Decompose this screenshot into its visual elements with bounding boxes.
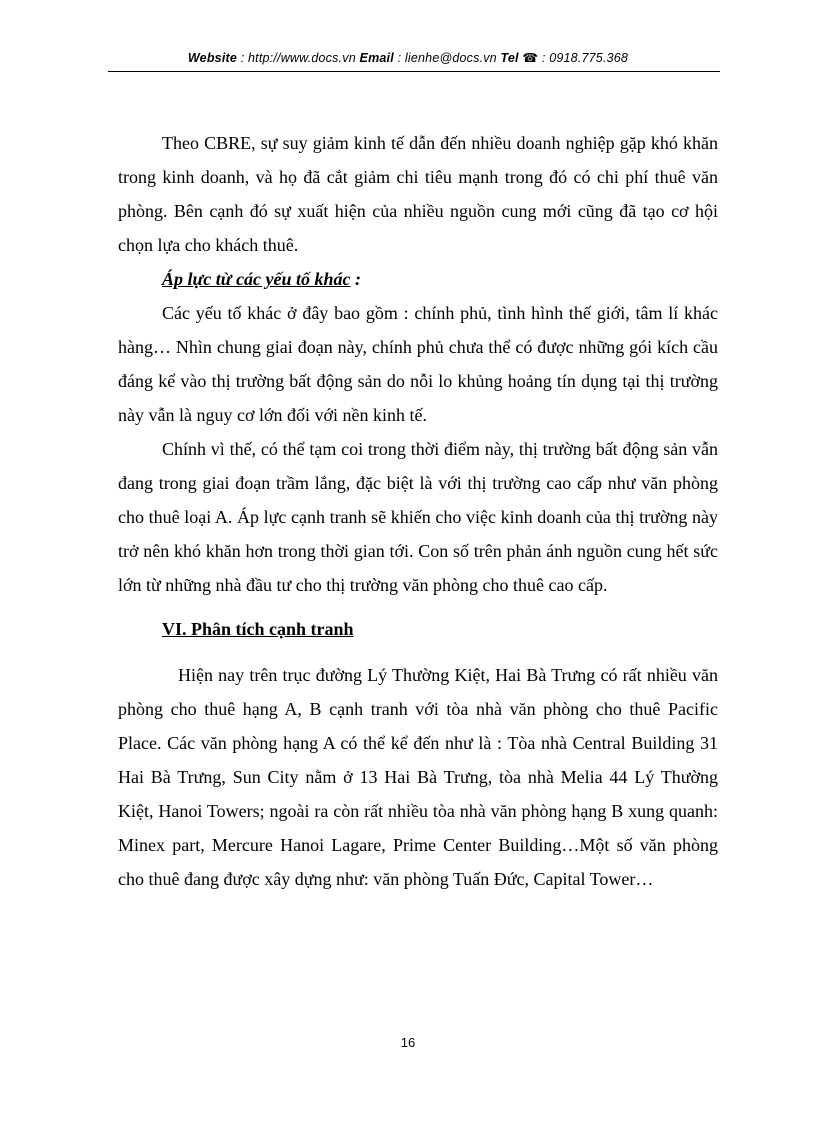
website-label: Website bbox=[187, 51, 238, 65]
header-divider bbox=[108, 71, 720, 72]
phone-icon: ☎ bbox=[522, 51, 539, 65]
page-number: 16 bbox=[400, 1035, 416, 1050]
paragraph-cbre: Theo CBRE, sự suy giảm kinh tế dẫn đến nhiều doanh nghiệp gặp khó khăn trong kinh doanh, và họ đã cắt giảm chi tiêu mạnh trong đó có chi phí thuê văn phòng. Bên cạnh đó sự xuất hiện của nhiều nguồn cung mới cũng đã tạo cơ hội chọn lựa cho khách thuê. bbox=[118, 133, 718, 255]
email-label: Email bbox=[359, 51, 394, 65]
tel-value: : 0918.775.368 bbox=[538, 51, 629, 65]
email-value: : lienhe@docs.vn bbox=[393, 51, 501, 65]
paragraph-market-outlook: Chính vì thế, có thể tạm coi trong thời điểm này, thị trường bất động sản vẫn đang trong giai đoạn trầm lắng, đặc biệt là với thị trường cao cấp như văn phòng cho thuê loại A. Áp lực cạnh tranh sẽ khiến cho việc kinh doanh của thị trường này trở nên khó khăn hơn trong thời gian tới. Con số trên phản ánh nguồn cung hết sức lớn từ những nhà đầu tư cho thị trường văn phòng cho thuê cao cấp. bbox=[118, 439, 718, 595]
document-body bbox=[118, 126, 718, 896]
website-value: : http://www.docs.vn bbox=[237, 51, 360, 65]
subheading-text: Áp lực từ các yếu tố khác bbox=[162, 269, 351, 289]
paragraph-other-factors: Các yếu tố khác ở đây bao gồm : chính phủ, tình hình thế giới, tâm lí khác hàng… Nhìn chung giai đoạn này, chính phủ chưa thể có được những gói kích cầu đáng kể vào thị trường bất động sản do nỗi lo khủng hoảng tín dụng tại thị trường này vẫn là nguy cơ lớn đối với nền kinh tế. bbox=[118, 303, 718, 425]
page-header bbox=[0, 50, 816, 65]
tel-label: Tel bbox=[500, 51, 519, 65]
paragraph-competition: Hiện nay trên trục đường Lý Thường Kiệt, Hai Bà Trưng có rất nhiều văn phòng cho thuê hạng A, B cạnh tranh với tòa nhà văn phòng cho thuê Pacific Place. Các văn phòng hạng A có thể kể đến như là : Tòa nhà Central Building 31 Hai Bà Trưng, Sun City nằm ở 13 Hai Bà Trưng, tòa nhà Melia 44 Lý Thường Kiệt, Hanoi Towers; ngoài ra còn rất nhiều tòa nhà văn phòng hạng B xung quanh: Minex part, Mercure Hanoi Lagare, Prime Center Building…Một số văn phòng cho thuê đang được xây dựng như: văn phòng Tuấn Đức, Capital Tower… bbox=[118, 665, 718, 889]
subheading-other-factors bbox=[118, 262, 718, 296]
subheading-suffix: : bbox=[350, 269, 362, 289]
section-title-competition: VI. Phân tích cạnh tranh bbox=[162, 619, 354, 639]
